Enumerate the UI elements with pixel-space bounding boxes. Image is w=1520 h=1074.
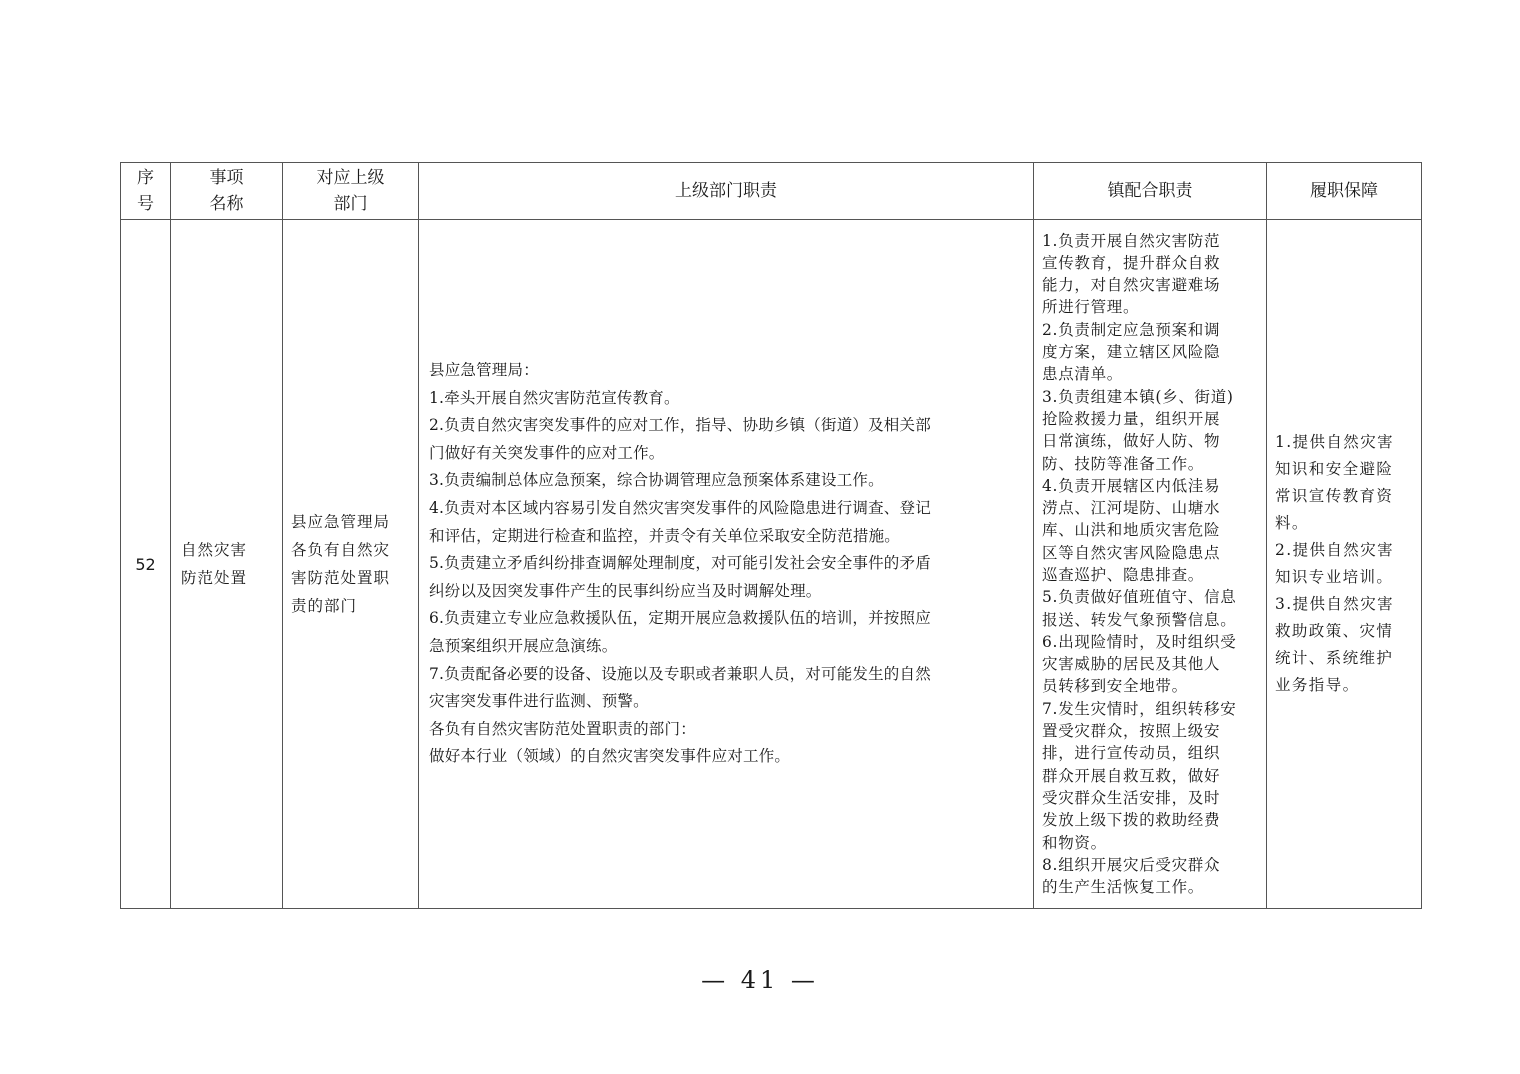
text-line: 和物资。 xyxy=(1042,833,1107,852)
text-line: 的生产生活恢复工作。 xyxy=(1042,878,1205,897)
text-line: 1.牵头开展自然灾害防范宣传教育。 xyxy=(429,388,680,407)
cell-superior-dept xyxy=(283,220,419,909)
text-line: 区等自然灾害风险隐患点 xyxy=(1042,543,1221,562)
text-line: 1.提供自然灾害 xyxy=(1275,433,1394,451)
text-line: 2.负责制定应急预案和调 xyxy=(1042,320,1221,339)
header-item-name xyxy=(171,163,283,220)
text-line: 8.组织开展灾后受灾群众 xyxy=(1042,855,1221,874)
text-line: 灾害威胁的居民及其他人 xyxy=(1042,655,1221,674)
text-line: 各负有自然灾 xyxy=(291,541,391,559)
text-line: 知识专业培训。 xyxy=(1275,568,1394,586)
header-item-name-line: 事项 xyxy=(209,168,244,188)
text-line: 发放上级下拨的救助经费 xyxy=(1042,811,1221,830)
header-superior-duties: 上级部门职责 xyxy=(419,163,1034,220)
text-line: 门做好有关突发事件的应对工作。 xyxy=(429,443,665,462)
table-row xyxy=(121,220,1422,909)
text-line: 防、技防等准备工作。 xyxy=(1042,454,1205,473)
text-line: 7.发生灾情时，组织转移安 xyxy=(1042,699,1237,718)
text-line: 受灾群众生活安排，及时 xyxy=(1042,788,1221,807)
text-line: 3.提供自然灾害 xyxy=(1275,595,1394,613)
text-line: 员转移到安全地带。 xyxy=(1042,677,1188,696)
text-line: 害防范处置职 xyxy=(291,569,391,587)
text-line: 库、山洪和地质灾害危险 xyxy=(1042,521,1221,540)
text-line: 宣传教育，提升群众自救 xyxy=(1042,253,1221,272)
cell-index: 52 xyxy=(121,220,171,909)
text-line: 1.负责开展自然灾害防范 xyxy=(1042,231,1221,250)
text-line: 自然灾害 xyxy=(181,541,248,559)
cell-item-name xyxy=(171,220,283,909)
text-line: 防范处置 xyxy=(181,569,248,587)
text-line: 5.负责建立矛盾纠纷排查调解处理制度，对可能引发社会安全事件的矛盾 xyxy=(429,554,931,573)
text-line: 和评估，定期进行检查和监控，并责令有关单位采取安全防范措施。 xyxy=(429,526,901,545)
text-line: 巡查巡护、隐患排查。 xyxy=(1042,566,1205,584)
text-line: 责的部门 xyxy=(291,597,358,615)
page-number: — 41 — xyxy=(701,966,819,994)
text-line: 6.负责建立专业应急救援队伍，定期开展应急救援队伍的培训，并按照应 xyxy=(429,609,931,628)
text-line: 排，进行宣传动员，组织 xyxy=(1042,744,1221,763)
text-line: 置受灾群众，按照上级安 xyxy=(1042,722,1221,741)
cell-guarantee xyxy=(1267,220,1422,909)
text-line: 5.负责做好值班值守、信息 xyxy=(1042,588,1237,607)
text-line: 度方案，建立辖区风险隐 xyxy=(1042,343,1221,362)
text-line: 灾害突发事件进行监测、预警。 xyxy=(429,692,649,711)
text-line: 救助政策、灾情 xyxy=(1275,622,1394,640)
header-superior-dept-line: 对应上级 xyxy=(316,168,385,188)
header-row xyxy=(121,163,1422,220)
text-line: 抢险救援力量，组织开展 xyxy=(1042,409,1221,428)
header-guarantee: 履职保障 xyxy=(1267,163,1422,220)
header-superior-dept xyxy=(283,163,419,220)
text-line: 急预案组织开展应急演练。 xyxy=(429,636,618,655)
text-line: 6.出现险情时，及时组织受 xyxy=(1042,632,1237,651)
text-line: 知识和安全避险 xyxy=(1275,460,1394,478)
text-line: 3.负责编制总体应急预案，综合协调管理应急预案体系建设工作。 xyxy=(429,471,884,490)
header-item-name-line: 名称 xyxy=(209,194,244,214)
text-line: 各负有自然灾害防范处置职责的部门： xyxy=(429,719,696,738)
text-line: 涝点、江河堤防、山塘水 xyxy=(1042,499,1221,518)
text-line: 报送、转发气象预警信息。 xyxy=(1042,610,1237,629)
text-line: 料。 xyxy=(1275,514,1309,532)
text-line: 7.负责配备必要的设备、设施以及专职或者兼职人员，对可能发生的自然 xyxy=(429,664,931,683)
text-line: 统计、系统维护 xyxy=(1275,649,1394,667)
text-line: 常识宣传教育资 xyxy=(1275,487,1394,505)
text-line: 纠纷以及因突发事件产生的民事纠纷应当及时调解处理。 xyxy=(429,581,822,600)
text-line: 2.提供自然灾害 xyxy=(1275,541,1394,559)
header-index-line: 号 xyxy=(137,194,154,214)
text-line: 3.负责组建本镇(乡、街道) xyxy=(1042,387,1234,406)
text-line: 业务指导。 xyxy=(1275,676,1360,694)
text-line: 4.负责开展辖区内低洼易 xyxy=(1042,476,1221,495)
header-town-duties: 镇配合职责 xyxy=(1034,163,1267,220)
cell-superior-duties xyxy=(419,220,1034,909)
header-index-line: 序 xyxy=(137,168,154,188)
text-line: 做好本行业（领域）的自然灾害突发事件应对工作。 xyxy=(429,747,791,766)
cell-town-duties xyxy=(1034,220,1267,909)
text-line: 县应急管理局： xyxy=(429,361,539,380)
header-index xyxy=(121,163,171,220)
duty-table xyxy=(120,162,1422,909)
text-line: 所进行管理。 xyxy=(1042,298,1140,317)
header-superior-dept-line: 部门 xyxy=(333,194,368,214)
text-line: 2.负责自然灾害突发事件的应对工作，指导、协助乡镇（街道）及相关部 xyxy=(429,416,931,435)
text-line: 日常演练，做好人防、物 xyxy=(1042,432,1221,451)
text-line: 县应急管理局 xyxy=(291,513,391,531)
text-line: 群众开展自救互救，做好 xyxy=(1042,766,1221,785)
text-line: 患点清单。 xyxy=(1042,365,1124,384)
text-line: 4.负责对本区域内容易引发自然灾害突发事件的风险隐患进行调查、登记 xyxy=(429,499,931,518)
text-line: 能力，对自然灾害避难场 xyxy=(1042,276,1221,295)
